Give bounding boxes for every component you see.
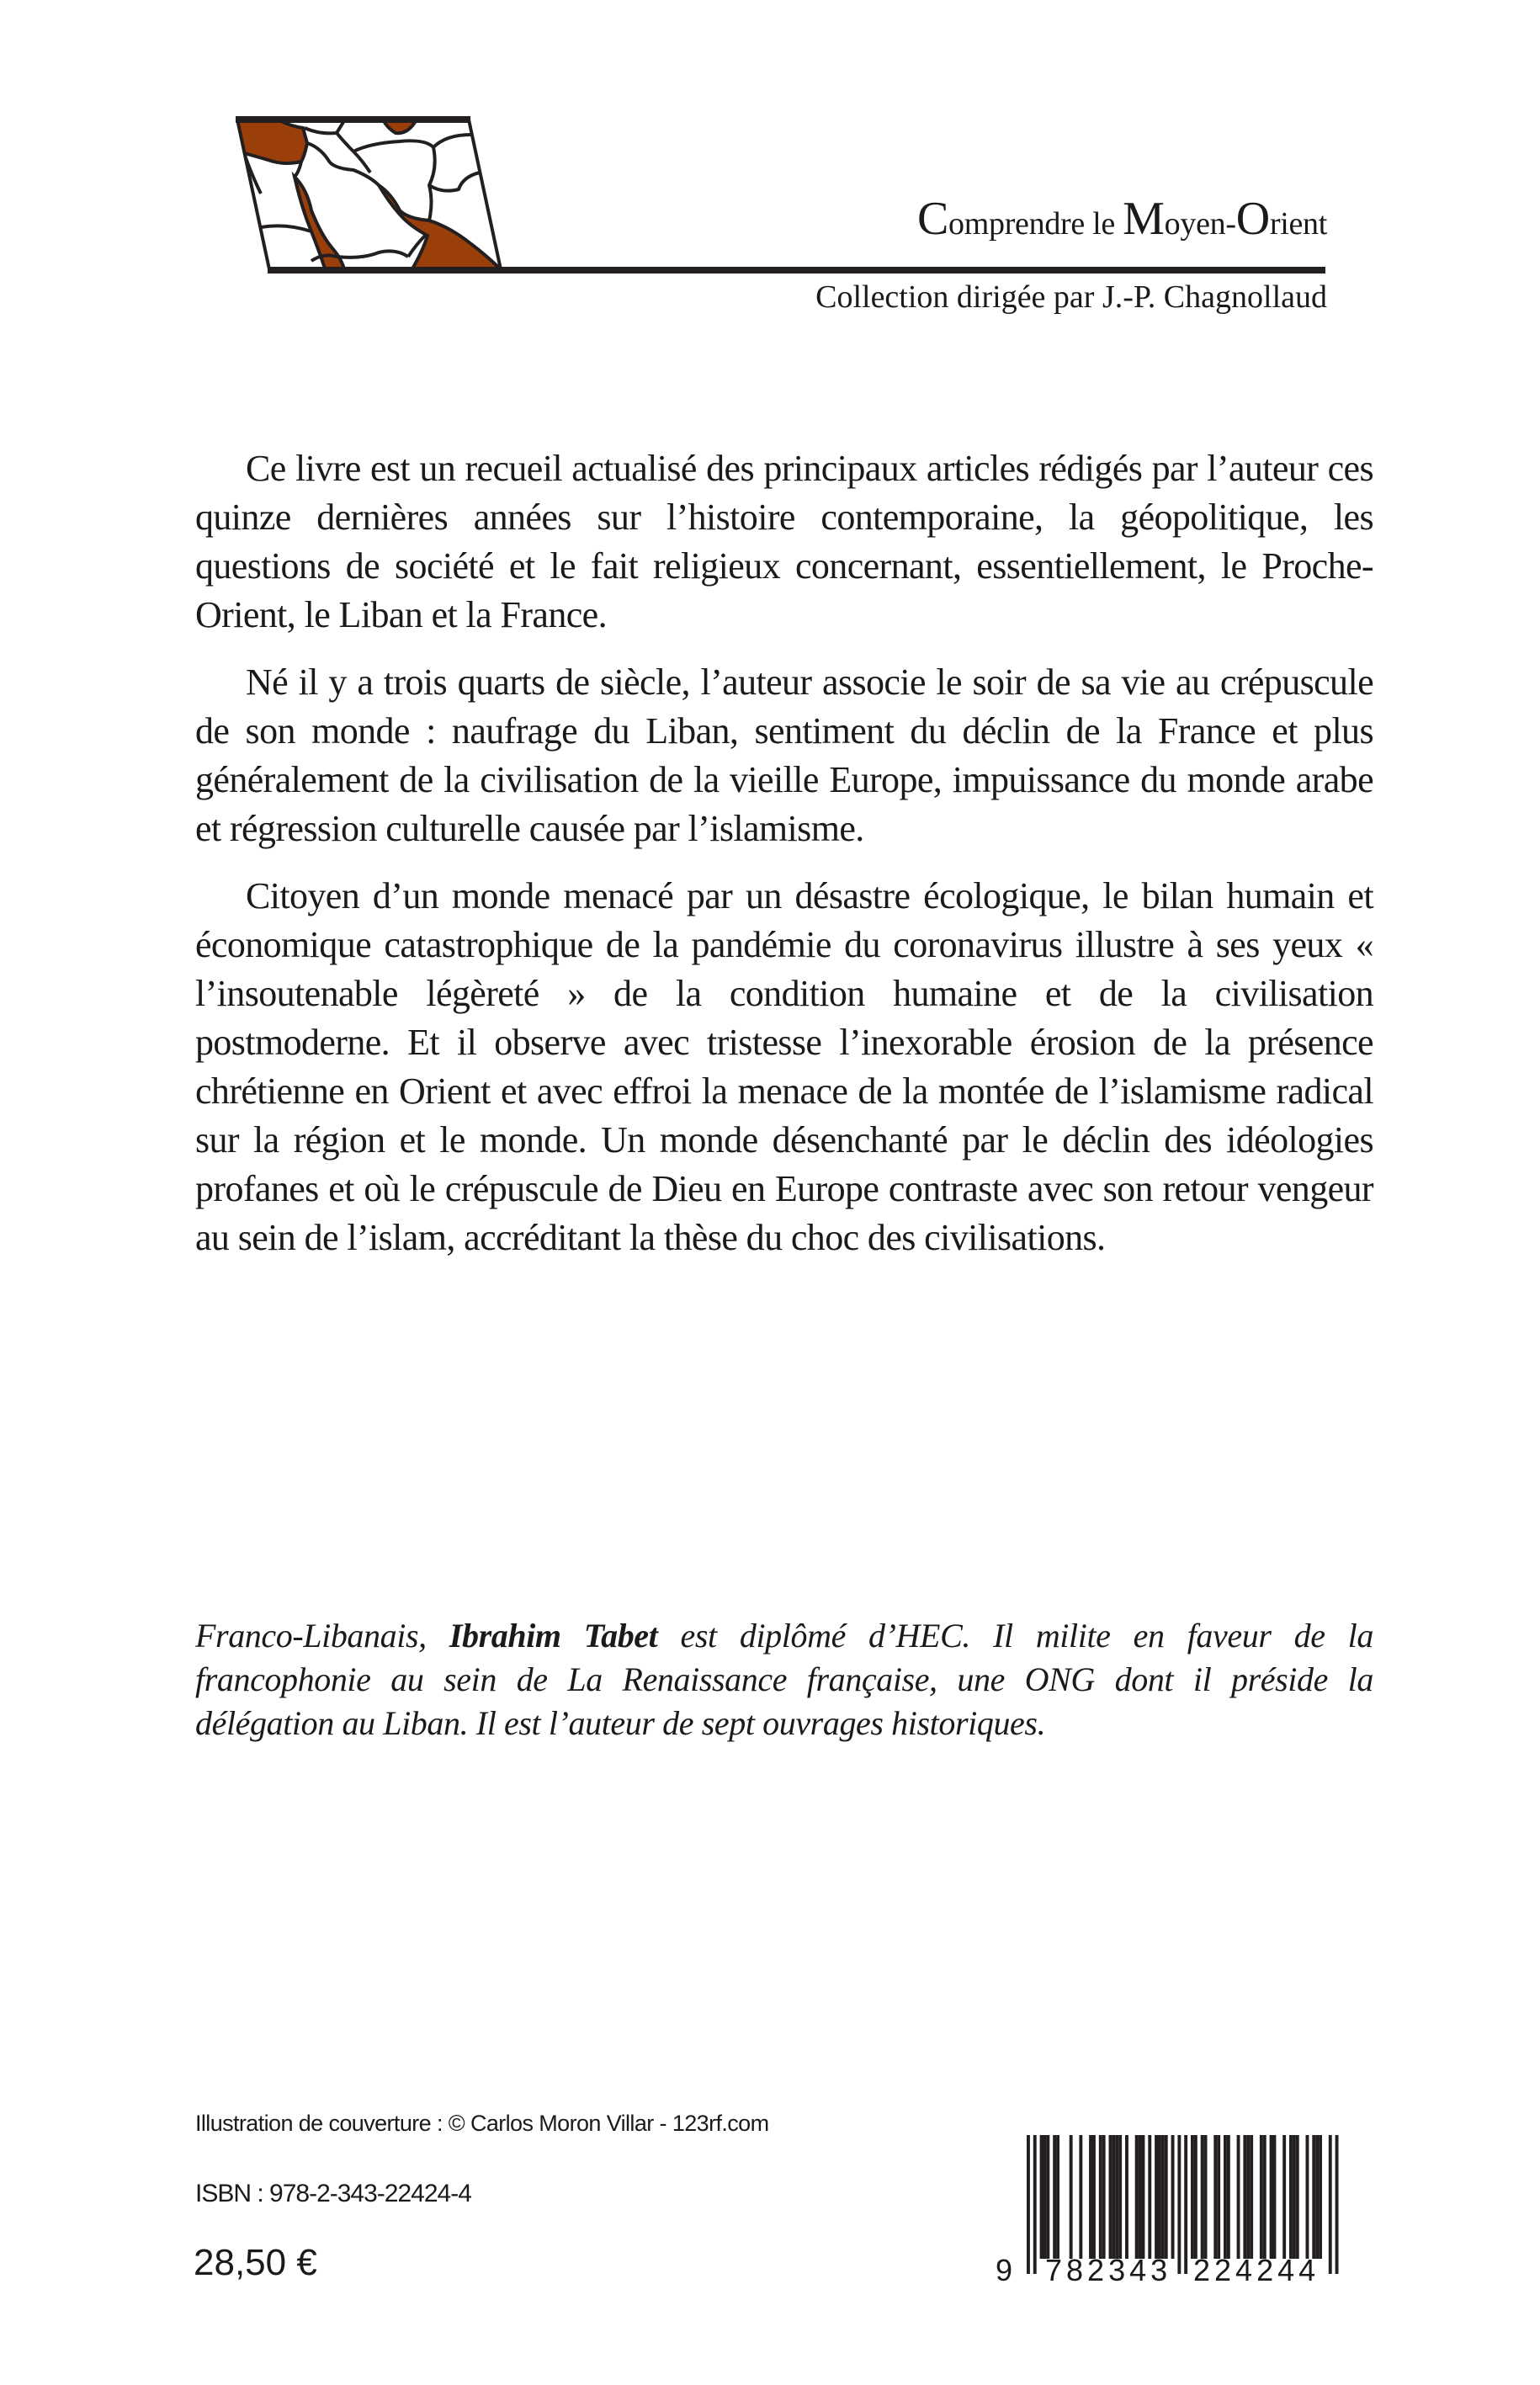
barcode-bar xyxy=(1246,2135,1250,2259)
barcode-bar xyxy=(1201,2135,1204,2259)
barcode-bar xyxy=(1056,2135,1059,2259)
barcode-bar xyxy=(1217,2135,1220,2259)
barcode-bar xyxy=(1237,2135,1240,2259)
barcode-guard-bar xyxy=(1184,2135,1187,2274)
barcode-guard-bar xyxy=(1033,2135,1037,2274)
barcode-bar xyxy=(1204,2135,1208,2259)
barcode-bar xyxy=(1115,2135,1118,2259)
barcode-bar xyxy=(1158,2135,1161,2259)
barcode-bar xyxy=(1155,2135,1158,2259)
barcode-bar xyxy=(1312,2135,1315,2259)
barcode-bar xyxy=(1053,2135,1056,2259)
barcode-bar xyxy=(1260,2135,1263,2259)
barcode-bar xyxy=(1092,2135,1096,2259)
barcode-bar xyxy=(1112,2135,1115,2259)
author-bio: Franco-Libanais, Ibrahim Tabet est diplômé d’HEC. Il milite en faveur de la francophonie au sein de La Renaissance française, une ONG dont il préside la délégation au Liban. Il est l’auteur de sept ouvrages historiques. xyxy=(195,1617,1373,1742)
barcode-bar xyxy=(1125,2135,1128,2259)
series-title: Comprendre le Moyen-Orient xyxy=(916,193,1327,245)
middle-east-map-logo-icon xyxy=(227,109,513,278)
barcode-bar xyxy=(1089,2135,1092,2259)
barcode-bar xyxy=(1135,2135,1139,2259)
barcode-bar xyxy=(1315,2135,1319,2259)
barcode-bar xyxy=(1040,2135,1043,2259)
barcode-bar xyxy=(1046,2135,1049,2259)
barcode-bar xyxy=(1070,2135,1073,2259)
barcode-bar xyxy=(1270,2135,1273,2259)
barcode-bar xyxy=(1224,2135,1227,2259)
barcode-bar xyxy=(1161,2135,1165,2259)
barcode-bar xyxy=(1139,2135,1142,2259)
series-director: Collection dirigée par J.-P. Chagnollaud xyxy=(815,279,1327,315)
barcode-bar xyxy=(1282,2135,1286,2259)
price: 28,50 € xyxy=(194,2242,317,2283)
barcode-guard-bar xyxy=(1329,2135,1332,2274)
barcode-bar xyxy=(1099,2135,1102,2259)
barcode-digit-first: 9 xyxy=(996,2253,1017,2287)
barcode-bar xyxy=(1289,2135,1293,2259)
barcode-bar xyxy=(1273,2135,1277,2259)
barcode-bar xyxy=(1118,2135,1122,2259)
barcode-bar xyxy=(1213,2135,1217,2259)
barcode-bar xyxy=(1109,2135,1113,2259)
barcode-bar xyxy=(1171,2135,1175,2259)
barcode-bar xyxy=(1263,2135,1267,2259)
barcode-guard-bar xyxy=(1336,2135,1339,2274)
blurb-paragraph: Citoyen d’un monde menacé par un désastre écologique, le bilan humain et économique catastrophique de la pandémie du coronavirus illustre à ses yeux « l’insoutenable légèreté » de la condition humaine et de la civilisation postmoderne. Et il observe avec tristesse l’inexorable érosion de la présence chrétienne en Orient et avec effroi la menace de la montée de l’islamisme radical sur la région et le monde. Un monde désenchanté par le déclin des idéologies profanes et où le crépuscule de Dieu en Europe contraste avec son retour vengeur au sein de l’islam, accréditant la thèse du choc des civilisations. xyxy=(195,875,1373,1258)
barcode-bar xyxy=(1142,2135,1145,2259)
barcode-bar xyxy=(1102,2135,1106,2259)
barcode-bar xyxy=(1306,2135,1309,2259)
barcode-bar xyxy=(1293,2135,1296,2259)
blurb-paragraph: Né il y a trois quarts de siècle, l’auteur associe le soir de sa vie au crépuscule de son monde : naufrage du Liban, sentiment du déclin de la France et plus généralement de la civilisation de la vieille Europe, impuissance du monde arabe et régression culturelle causée par l’islamisme. xyxy=(195,661,1373,849)
barcode-digits-left: 782343 xyxy=(1045,2253,1172,2287)
barcode-guard-bar xyxy=(1177,2135,1181,2274)
isbn: ISBN : 978-2-343-22424-4 xyxy=(195,2180,471,2207)
barcode-bar xyxy=(1148,2135,1151,2259)
author-name: Ibrahim Tabet xyxy=(449,1617,658,1655)
barcode-digits-right: 224244 xyxy=(1193,2253,1320,2287)
barcode-bar xyxy=(1079,2135,1082,2259)
barcode-bar xyxy=(1191,2135,1194,2259)
blurb xyxy=(195,444,1373,1281)
barcode-guard-bar xyxy=(1027,2135,1030,2274)
barcode-bar xyxy=(1296,2135,1299,2259)
barcode-bar xyxy=(1165,2135,1168,2259)
barcode-bar xyxy=(1043,2135,1047,2259)
barcode-bar xyxy=(1319,2135,1322,2259)
barcode-bar xyxy=(1243,2135,1246,2259)
barcode-bar xyxy=(1227,2135,1230,2259)
blurb-paragraph: Ce livre est un recueil actualisé des principaux articles rédigés par l’auteur ces quinze dernières années sur l’histoire contemporaine, la géopolitique, les questions de société et le fait religieux concernant, essentiellement, le Proche-Orient, le Liban et la France. xyxy=(195,448,1373,635)
header-rule xyxy=(268,267,1325,274)
barcode-bar xyxy=(1194,2135,1197,2259)
barcode-bar xyxy=(1250,2135,1253,2259)
cover-credit: Illustration de couverture : © Carlos Moron Villar - 123rf.com xyxy=(195,2111,769,2136)
